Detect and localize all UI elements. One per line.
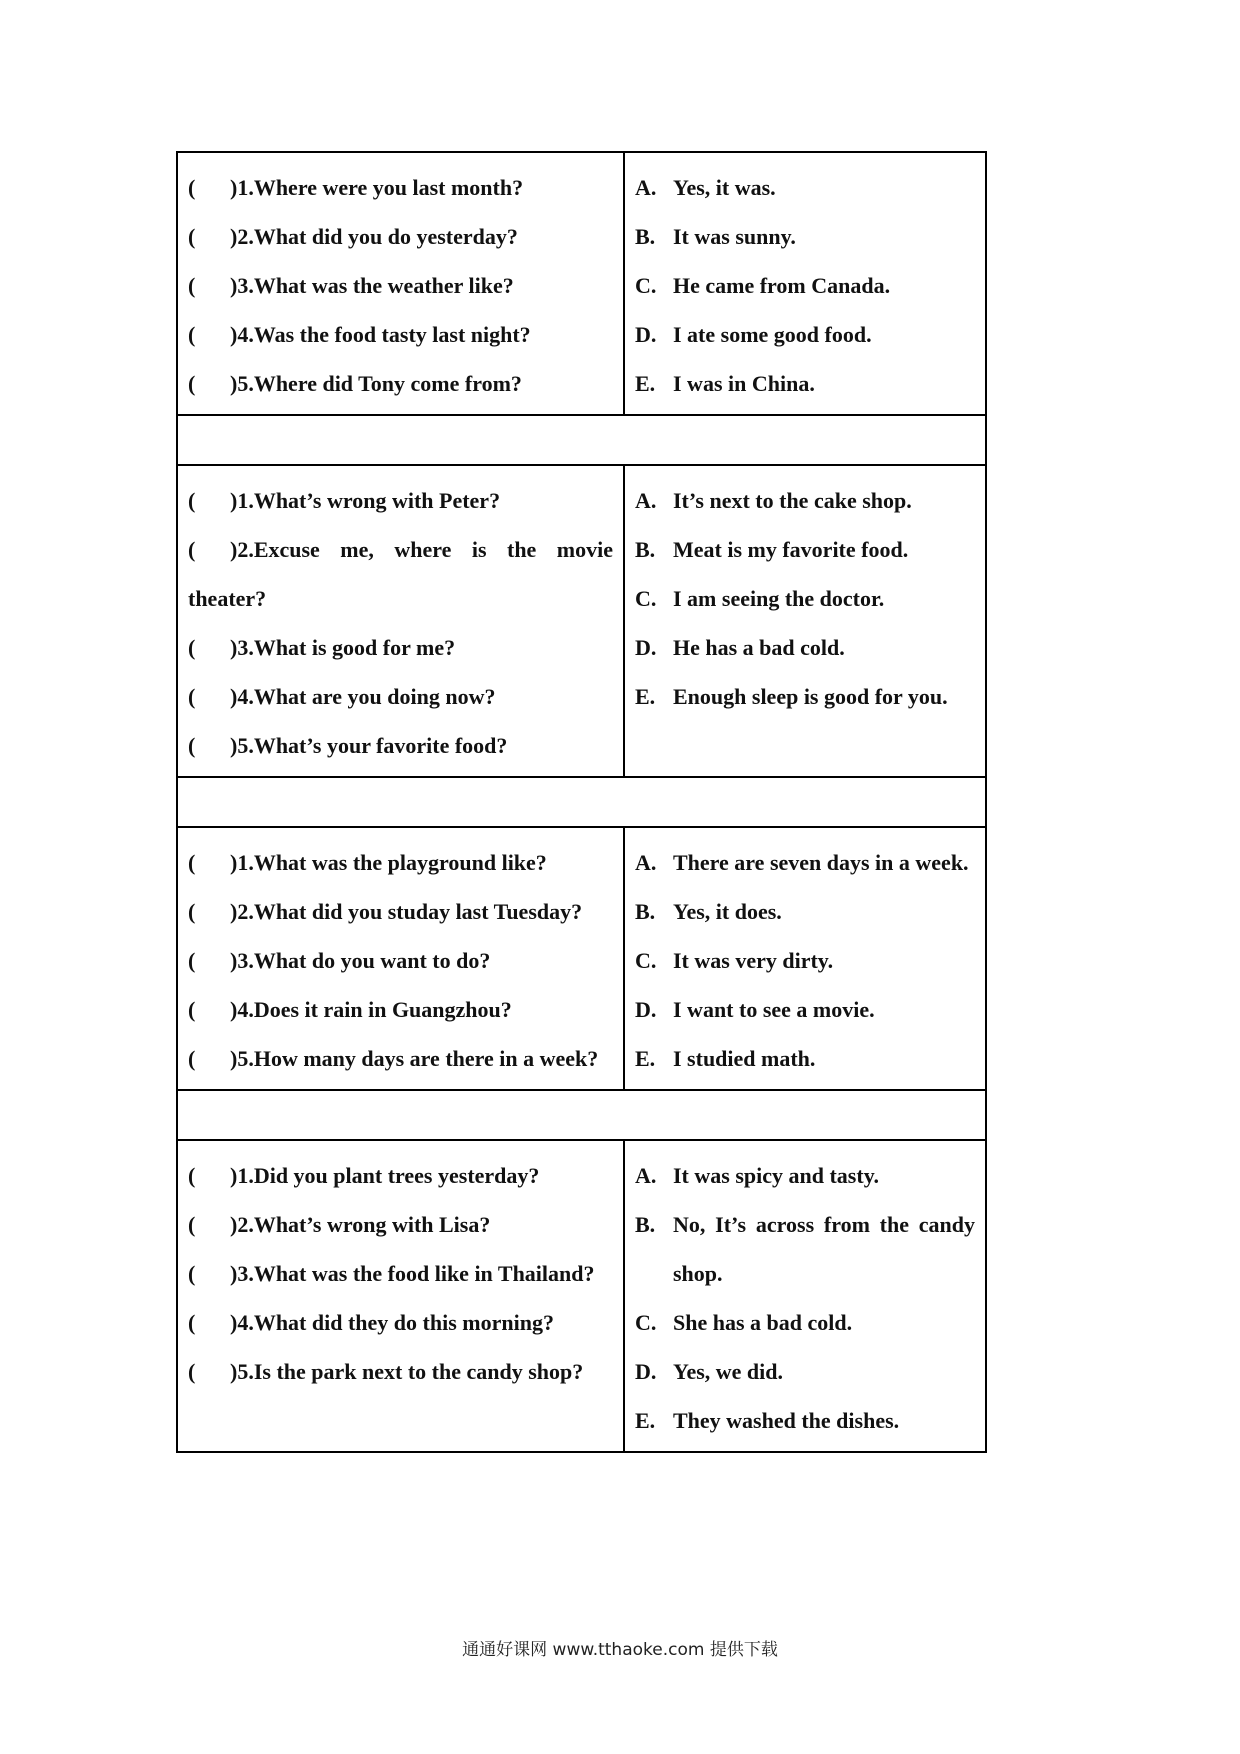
section-3-row — [177, 827, 986, 1090]
option-text: Enough sleep is good for you. — [673, 684, 948, 709]
option-letter: E. — [635, 371, 656, 396]
question-item — [188, 476, 613, 525]
answer-option — [635, 212, 975, 261]
answers-cell — [624, 827, 986, 1090]
answer-blank[interactable]: ( — [188, 488, 196, 513]
answer-option — [635, 1298, 975, 1347]
question-text: )3.What was the food like in Thailand? — [230, 1261, 595, 1286]
section-2-row — [177, 465, 986, 777]
option-letter: D. — [635, 322, 657, 347]
option-text: It’s next to the cake shop. — [673, 488, 912, 513]
section-divider-row — [177, 1090, 986, 1140]
question-item — [188, 163, 613, 212]
empty-divider-cell — [177, 415, 986, 465]
option-text: I was in China. — [673, 371, 815, 396]
answer-option — [635, 310, 975, 359]
answer-option — [635, 525, 975, 574]
page-footer: 通通好课网 www.tthaoke.com 提供下载 — [462, 1640, 778, 1660]
answer-option — [635, 985, 975, 1034]
option-letter: E. — [635, 684, 656, 709]
question-text: )4.Was the food tasty last night? — [230, 322, 531, 347]
questions-cell — [177, 827, 624, 1090]
question-item — [188, 887, 613, 936]
question-text: )2.What’s wrong with Lisa? — [230, 1212, 491, 1237]
option-letter: C. — [635, 948, 657, 973]
answer-option — [635, 672, 975, 721]
answer-blank[interactable]: ( — [188, 635, 196, 660]
option-letter: D. — [635, 635, 657, 660]
answer-blank[interactable]: ( — [188, 1310, 196, 1335]
option-letter: C. — [635, 273, 657, 298]
option-letter: B. — [635, 537, 656, 562]
question-text: )1.What’s wrong with Peter? — [230, 488, 501, 513]
empty-divider-cell — [177, 777, 986, 827]
answer-option — [635, 1200, 975, 1298]
section-1-row — [177, 152, 986, 415]
question-text: )1.Where were you last month? — [230, 175, 524, 200]
question-item — [188, 936, 613, 985]
answer-blank[interactable]: ( — [188, 322, 196, 347]
answer-blank[interactable]: ( — [188, 1163, 196, 1188]
answer-option — [635, 887, 975, 936]
question-text: )2.Excuse me, where is the movie theater? — [188, 537, 613, 611]
answer-blank[interactable]: ( — [188, 948, 196, 973]
answer-blank[interactable]: ( — [188, 1212, 196, 1237]
question-item — [188, 1298, 613, 1347]
answer-option — [635, 574, 975, 623]
answer-option — [635, 1396, 975, 1445]
option-letter: A. — [635, 175, 657, 200]
question-item — [188, 1249, 613, 1298]
option-letter: E. — [635, 1046, 656, 1071]
option-text: It was sunny. — [673, 224, 796, 249]
question-item — [188, 1347, 613, 1396]
answer-option — [635, 1034, 975, 1083]
question-item — [188, 1200, 613, 1249]
answer-blank[interactable]: ( — [188, 1046, 196, 1071]
question-item — [188, 310, 613, 359]
question-text: )1.Did you plant trees yesterday? — [230, 1163, 540, 1188]
option-letter: C. — [635, 1310, 657, 1335]
answers-cell — [624, 1140, 986, 1452]
option-text: I am seeing the doctor. — [673, 586, 885, 611]
section-divider-row — [177, 777, 986, 827]
question-item — [188, 672, 613, 721]
question-text: )3.What do you want to do? — [230, 948, 491, 973]
question-text: )4.What did they do this morning? — [230, 1310, 554, 1335]
question-text: )5.Where did Tony come from? — [230, 371, 522, 396]
option-letter: B. — [635, 224, 656, 249]
option-letter: D. — [635, 1359, 657, 1384]
question-text: )5.What’s your favorite food? — [230, 733, 508, 758]
question-text: )4.Does it rain in Guangzhou? — [230, 997, 512, 1022]
answer-option — [635, 359, 975, 408]
question-text: )5.How many days are there in a week? — [230, 1046, 599, 1071]
questions-cell — [177, 1140, 624, 1452]
option-text: Yes, we did. — [673, 1359, 784, 1384]
option-letter: A. — [635, 488, 657, 513]
question-item — [188, 261, 613, 310]
question-text: )2.What did you studay last Tuesday? — [230, 899, 583, 924]
answer-blank[interactable]: ( — [188, 997, 196, 1022]
option-text: Meat is my favorite food. — [673, 537, 909, 562]
question-item — [188, 525, 613, 623]
option-letter: A. — [635, 850, 657, 875]
option-text: I ate some good food. — [673, 322, 872, 347]
answer-option — [635, 1347, 975, 1396]
answer-option — [635, 838, 975, 887]
answer-blank[interactable]: ( — [188, 1359, 196, 1384]
question-text: )1.What was the playground like? — [230, 850, 547, 875]
answer-option — [635, 1151, 975, 1200]
answer-blank[interactable]: ( — [188, 175, 196, 200]
answer-blank[interactable]: ( — [188, 684, 196, 709]
answer-blank[interactable]: ( — [188, 273, 196, 298]
answer-blank[interactable]: ( — [188, 1261, 196, 1286]
answer-blank[interactable]: ( — [188, 537, 196, 562]
question-item — [188, 1034, 613, 1083]
option-text: I want to see a movie. — [673, 997, 875, 1022]
question-item — [188, 985, 613, 1034]
option-letter: D. — [635, 997, 657, 1022]
answer-option — [635, 936, 975, 985]
option-text: They washed the dishes. — [673, 1408, 900, 1433]
option-text: Yes, it does. — [673, 899, 782, 924]
answer-option — [635, 623, 975, 672]
section-4-row — [177, 1140, 986, 1452]
question-text: )4.What are you doing now? — [230, 684, 496, 709]
question-item — [188, 1151, 613, 1200]
option-text: There are seven days in a week. — [673, 850, 969, 875]
question-item — [188, 359, 613, 408]
option-text: He came from Canada. — [673, 273, 891, 298]
question-text: )2.What did you do yesterday? — [230, 224, 518, 249]
option-text: Yes, it was. — [673, 175, 776, 200]
question-item — [188, 212, 613, 261]
answers-cell — [624, 152, 986, 415]
section-divider-row — [177, 415, 986, 465]
option-text: No, It’s across from the candy shop. — [673, 1212, 975, 1286]
question-text: )3.What was the weather like? — [230, 273, 514, 298]
answer-blank[interactable]: ( — [188, 733, 196, 758]
question-item — [188, 721, 613, 770]
empty-divider-cell — [177, 1090, 986, 1140]
answers-cell — [624, 465, 986, 777]
option-text: He has a bad cold. — [673, 635, 845, 660]
option-text: It was spicy and tasty. — [673, 1163, 879, 1188]
option-text: I studied math. — [673, 1046, 816, 1071]
question-item — [188, 623, 613, 672]
answer-blank[interactable]: ( — [188, 850, 196, 875]
option-text: It was very dirty. — [673, 948, 834, 973]
question-item — [188, 838, 613, 887]
option-letter: A. — [635, 1163, 657, 1188]
question-text: )5.Is the park next to the candy shop? — [230, 1359, 584, 1384]
option-text: She has a bad cold. — [673, 1310, 853, 1335]
answer-option — [635, 261, 975, 310]
matching-exercise-table — [176, 151, 987, 1453]
answer-blank[interactable]: ( — [188, 371, 196, 396]
answer-blank[interactable]: ( — [188, 224, 196, 249]
option-letter: C. — [635, 586, 657, 611]
option-letter: E. — [635, 1408, 656, 1433]
questions-cell — [177, 465, 624, 777]
answer-option — [635, 163, 975, 212]
option-letter: B. — [635, 899, 656, 924]
answer-option — [635, 476, 975, 525]
questions-cell — [177, 152, 624, 415]
option-letter: B. — [635, 1212, 656, 1237]
answer-blank[interactable]: ( — [188, 899, 196, 924]
question-text: )3.What is good for me? — [230, 635, 456, 660]
